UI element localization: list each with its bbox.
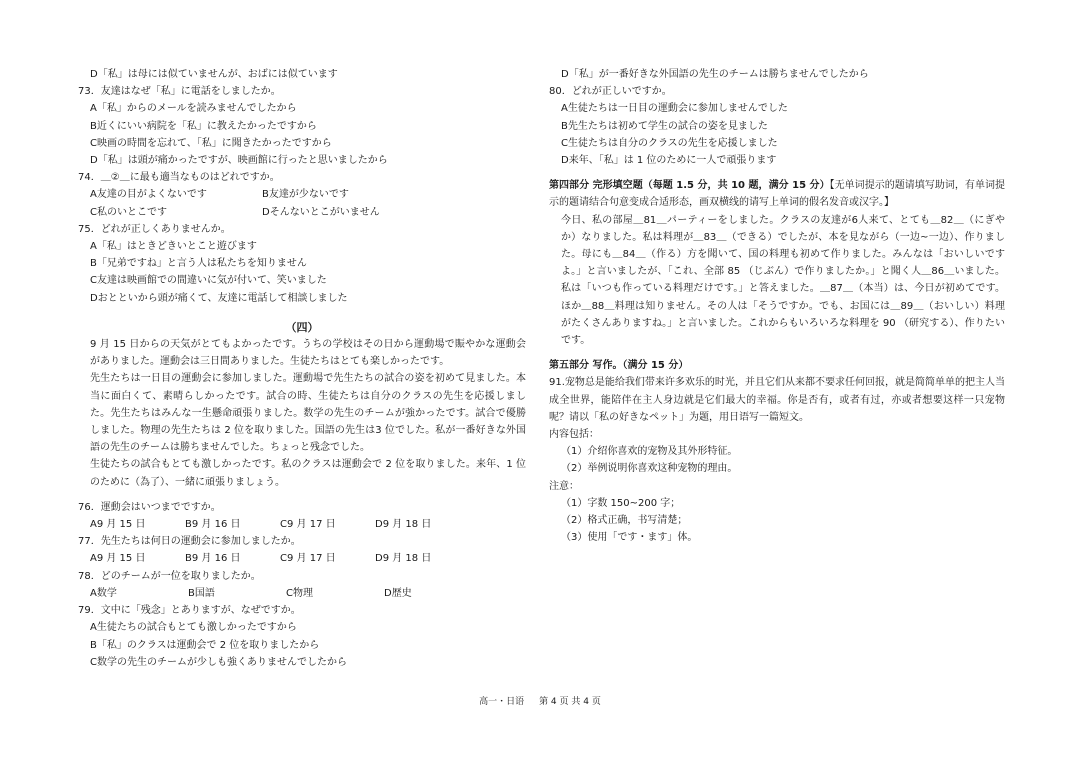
q77-stem: 77．先生たちは何日の運動会に参加しましたか。 <box>78 536 301 548</box>
q75-stem: 75．どれが正しくありませんか。 <box>78 223 231 235</box>
passage-paragraph-3: 生徒たちの試合もとても激しかったです。私のクラスは運動会で 2 位を取りました。来年、1 位のために（為了）、一緒に頑張りましょう。 <box>90 459 526 488</box>
q72-option-d: D「私」は母には似ていませんが、おばには似ています <box>90 69 338 80</box>
q78-option-c: C物理 <box>286 587 313 599</box>
q73-option-a: A「私」からのメールを読みませんでしたから <box>90 103 297 115</box>
q77-options <box>78 550 526 567</box>
q78-option-a: A数学 <box>90 587 117 599</box>
footer-page-number: 第 4 页 共 4 页 <box>539 697 601 707</box>
part-4-title: 第四部分 完形填空题（每题 1.5 分，共 10 题，满分 15 分） <box>549 180 830 192</box>
note-item-2: （2）格式正确，书写清楚； <box>561 515 688 527</box>
part-5-title: 第五部分 写作。（满分 15 分） <box>549 360 689 372</box>
left-column <box>78 66 526 671</box>
content-item-2: （2）举例说明你喜欢这种宠物的理由。 <box>561 463 738 475</box>
content-item-1: （1）介绍你喜欢的宠物及其外形特征。 <box>561 446 738 458</box>
q74-options-row1 <box>78 186 526 203</box>
content-label: 内容包括： <box>549 429 599 441</box>
q80-option-a: A生徒たちは一日目の運動会に参加しませんでした <box>561 103 788 115</box>
q77-option-d: D9 月 18 日 <box>375 553 432 565</box>
q79-option-c: C数学の先生のチームが少しも強くありませんでしたから <box>90 656 347 668</box>
q74-stem: 74．＿②＿に最も適当なものはどれですか。 <box>78 172 280 184</box>
footer-subject: 高一・日语 <box>479 697 525 707</box>
q73-option-d: D「私」は頭が痛かったですが、映画館に行ったと思いましたから <box>90 155 388 167</box>
q74-option-b: B友達が少ないです <box>262 189 349 201</box>
q79-option-b: B「私」のクラスは運動会で 2 位を取りましたから <box>90 639 320 651</box>
q75-option-d: Dおとといから頭が痛くて、友達に電話して相談しました <box>90 292 348 304</box>
q75-option-a: A「私」はときどきいとこと遊びます <box>90 241 257 253</box>
q75-option-b: B「兄弟ですね」と言う人は私たちを知りません <box>90 258 307 270</box>
q74-option-d: Dそんないとこがいません <box>262 206 380 218</box>
q74-option-a: A友達の目がよくないです <box>90 189 207 201</box>
q73-option-b: B近くにいい病院を「私」に教えたかったですから <box>90 120 317 132</box>
q76-stem: 76．運動会はいつまでですか。 <box>78 501 221 513</box>
q74-option-c: C私のいとこです <box>90 206 167 218</box>
passage-paragraph-2: 先生たちは一日目の運動会に参加しました。運動場で先生たちの試合の姿を初めて見ました。本当に面白くて、素晴らしかったです。試合の時、生徒たちは自分のクラスの先生を応援しました。先生たちはみんな一生懸命頑張りました。数学の先生のチームが強かったです。試合で優勝しました。物理の先生たちは 2 位を取りました。国語の先生は3 位でした。私が一番好きな外国語の先生のチームは勝ちませんでした。ちょっと残念でした。 <box>90 373 526 454</box>
note-item-3: （3）使用「です・ます」体。 <box>561 532 698 544</box>
q76-option-c: C9 月 17 日 <box>280 519 336 531</box>
q78-stem: 78．どのチームが一位を取りましたか。 <box>78 570 261 582</box>
q76-options <box>78 516 526 533</box>
q77-option-b: B9 月 16 日 <box>185 553 241 565</box>
q80-option-b: B先生たちは初めて学生の試合の姿を見ました <box>561 120 768 132</box>
part-5-prompt: 91.宠物总是能给我们带来许多欢乐的时光，并且它们从来都不要求任何回报，就是简简单单的把主人当成全世界，能陪伴在主人身边就是它们最大的幸福。你是否有，或者有过，亦或者想要这样一只宠物呢？请以「私の好きなペット」为题，用日语写一篇短文。 <box>549 377 1005 423</box>
q77-option-a: A9 月 15 日 <box>90 553 146 565</box>
page-footer <box>0 694 1080 707</box>
cloze-passage: 今日、私の部屋＿81＿パーティーをしました。クラスの友達が6人来て、とても＿82＿（にぎやか）なりました。私は料理が＿83＿（できる）でしたが、本を見ながら（一边~一边）、作りました。母にも＿84＿（作る）方を聞いて、国の料理も初めて作りました。みんなは「おいしいですよ。」と言いましたが、「これ、全部 85 （じぶん）で作りましたか。」と聞く人＿86＿いました。私は「いつも作っている料理だけです。」と答えました。＿87＿（本当）は、今日が初めてです。ほか＿88＿料理は知りません。その人は「そうですか。でも、お国には＿89＿（おいしい）料理がたくさんありますね。」と言いました。これからもいろいろな料理を 90 （研究する）、作りたいです。 <box>561 214 1005 347</box>
q78-options <box>78 585 526 602</box>
q80-stem: 80．どれが正しいですか。 <box>549 86 672 98</box>
q79-option-a: A生徒たちの試合もとても激しかったですから <box>90 622 297 634</box>
q78-option-d: D歴史 <box>384 587 412 599</box>
note-item-1: （1）字数 150~200 字； <box>561 497 681 509</box>
right-column <box>549 66 1005 546</box>
section-4-title: （四） <box>285 320 319 334</box>
q73-option-c: C映画の時間を忘れて、「私」に聞きたかったですから <box>90 137 332 149</box>
q77-option-c: C9 月 17 日 <box>280 553 336 565</box>
q80-option-c: C生徒たちは自分のクラスの先生を応援しました <box>561 137 778 149</box>
q76-option-d: D9 月 18 日 <box>375 519 432 531</box>
part-4-instructions: 【无单词提示的题请填写助词，有单词提示的题请结合句意变成合适形态，画双横线的请写上单词的假名发音或汉字。】 <box>549 180 1006 209</box>
q75-option-c: C友達は映画館での間違いに気が付いて、笑いました <box>90 275 327 287</box>
passage-paragraph-1: 9 月 15 日からの天気がとてもよかったです。うちの学校はその日から運動場で賑やかな運動会がありました。運動会は三日間ありました。生徒たちはとても楽しかったです。 <box>90 339 526 368</box>
part-4-header <box>549 177 1005 211</box>
q79-stem: 79．文中に「残念」とありますが、なぜですか。 <box>78 605 301 617</box>
q74-options-row2 <box>78 204 526 221</box>
q73-stem: 73．友達はなぜ「私」に電話をしましたか。 <box>78 86 281 98</box>
q79-option-d: D「私」が一番好きな外国語の先生のチームは勝ちませんでしたから <box>561 69 869 80</box>
notes-label: 注意： <box>549 480 579 492</box>
q76-option-b: B9 月 16 日 <box>185 519 241 531</box>
q80-option-d: D来年、「私」は 1 位のために一人で頑張ります <box>561 155 777 167</box>
q78-option-b: B国語 <box>188 587 215 599</box>
q76-option-a: A9 月 15 日 <box>90 519 146 531</box>
